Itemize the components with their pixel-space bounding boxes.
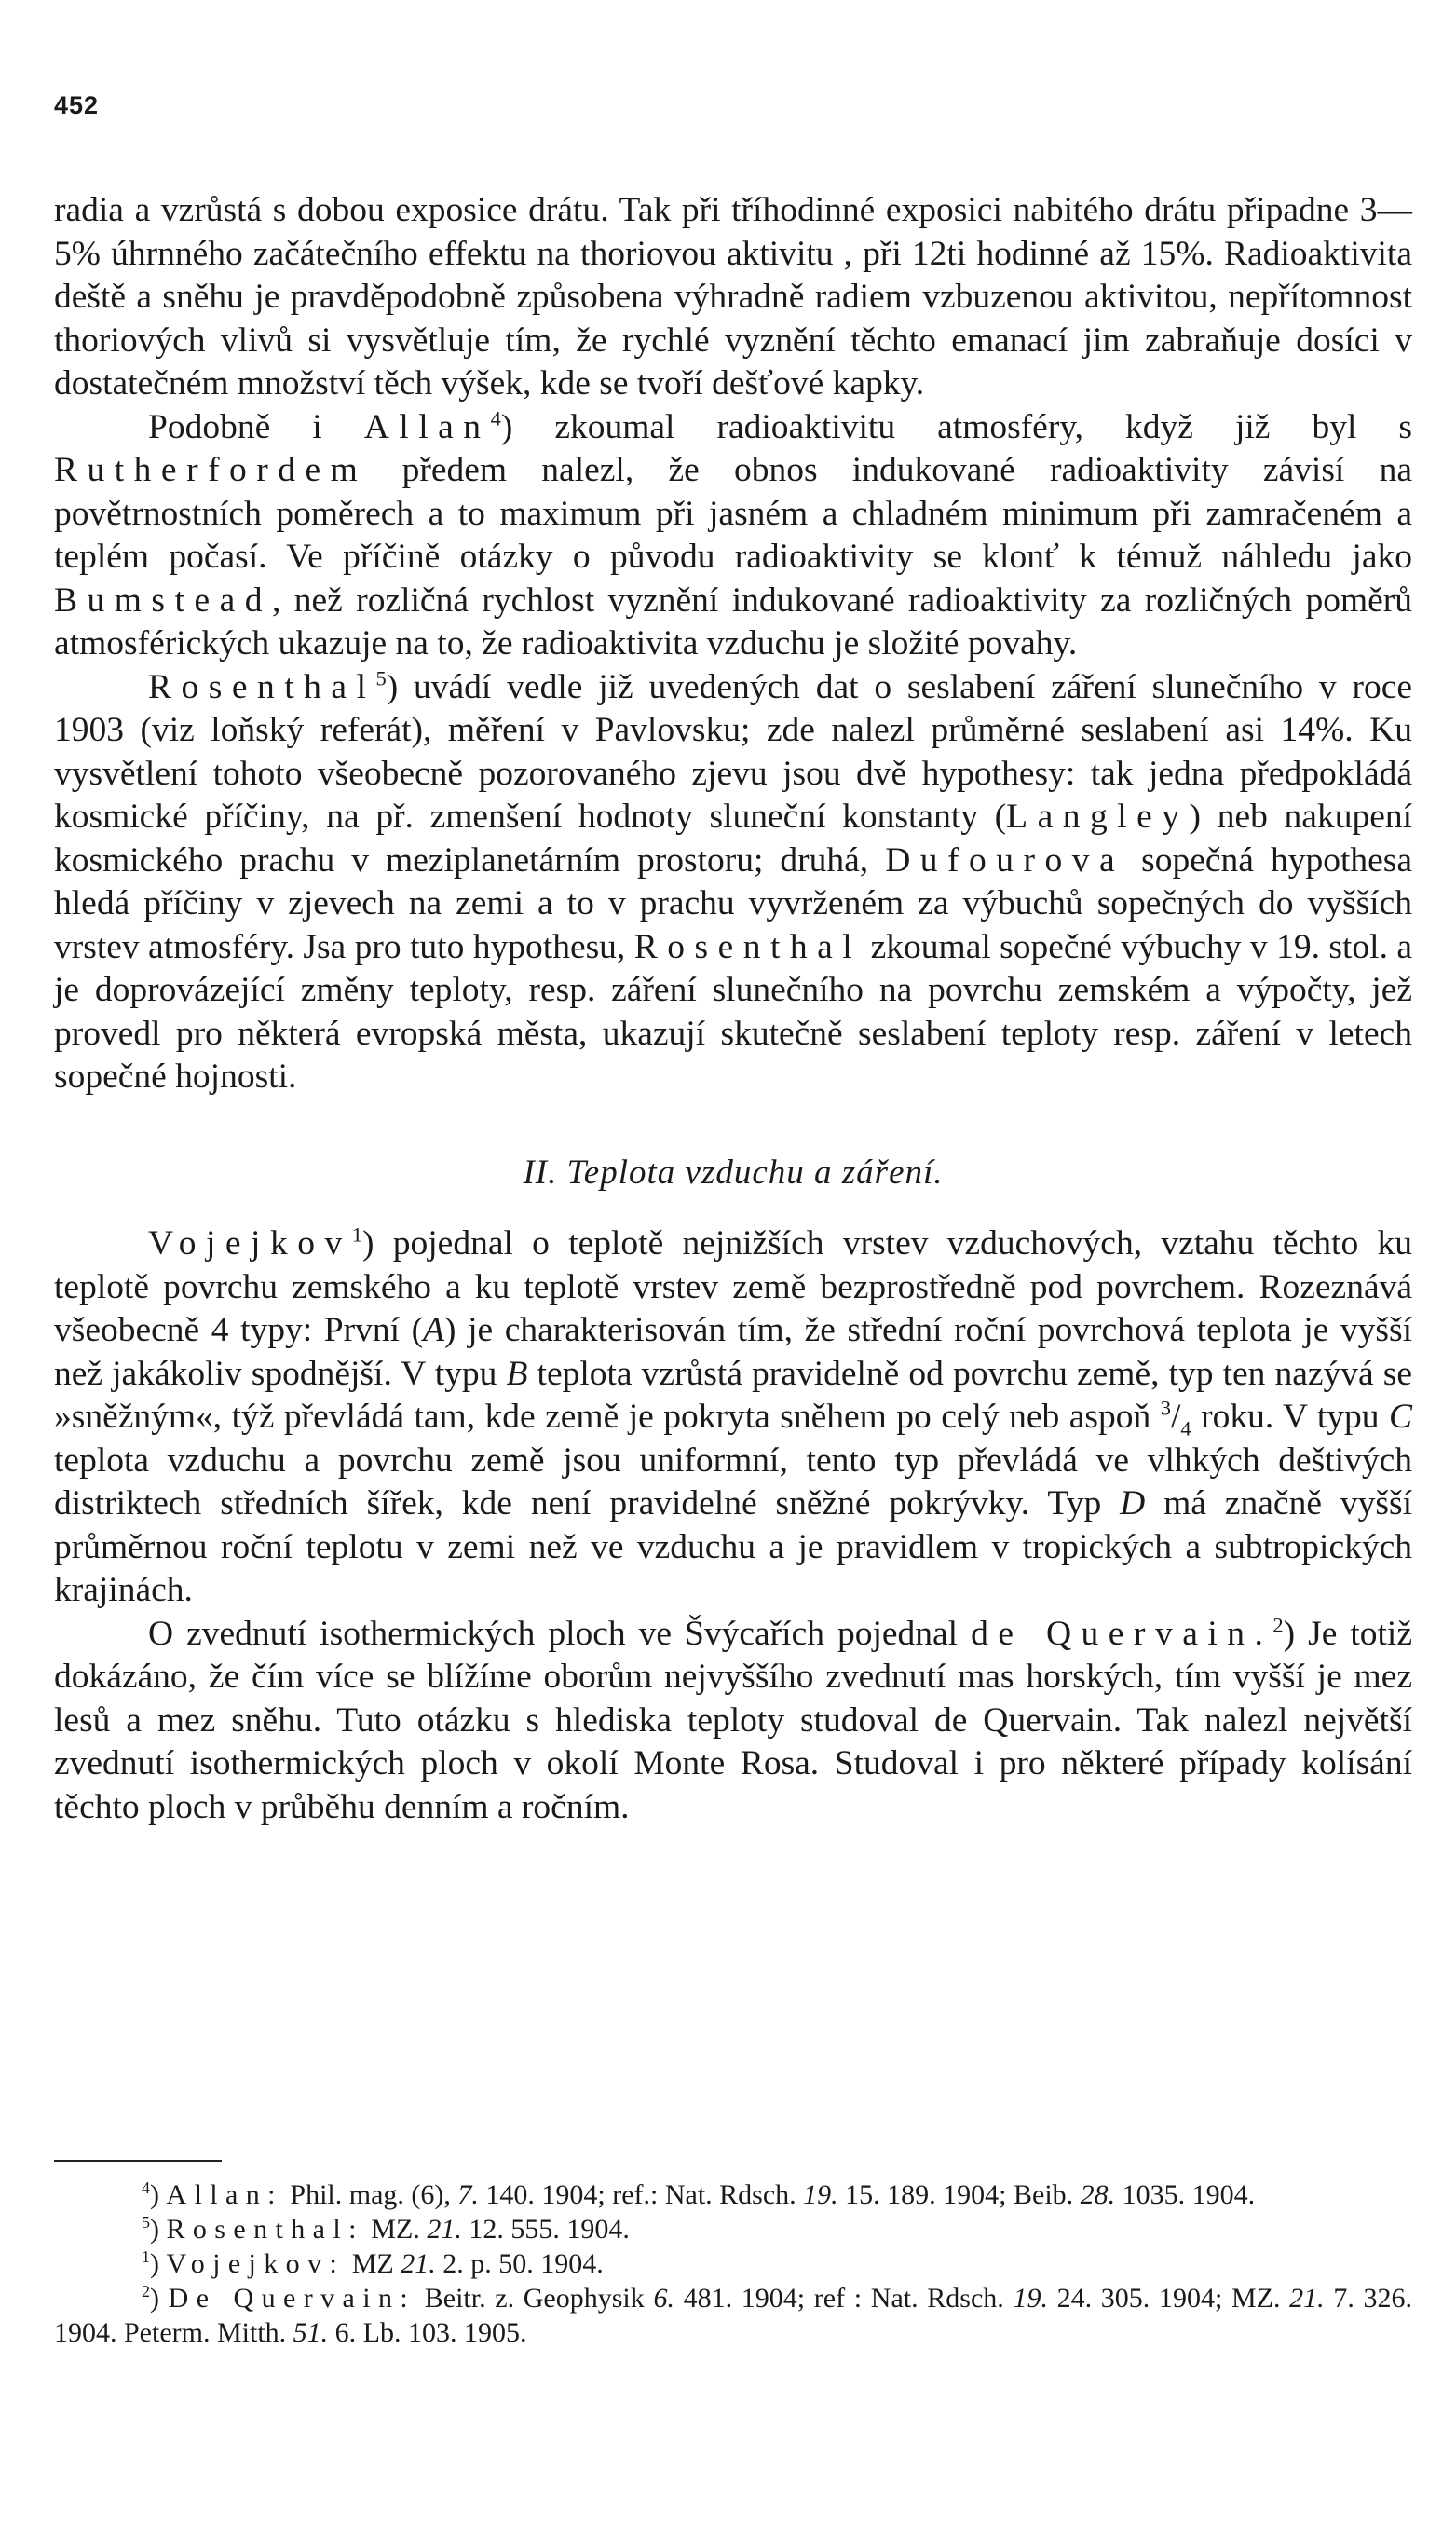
footnotes [54,2178,1412,2350]
footnote: $^4$) Allan: Phil. mag. (6), 7. 140. 1904; ref.: Nat. Rdsch. 19. 15. 189. 1904; Beib. 28. 1035. 1904. [142,2178,1256,2210]
footnote-ref: 1 [351,1222,362,1247]
fraction: $^3/_4$ [1160,1396,1191,1441]
author-name: Rosenthal [148,667,376,706]
paragraph: Rosenthal$^5$) uvádí vedle již uvedených dat o seslabení záření slunečního v roce 1903 (viz loňský referát), měření v Pavlovsku; zde nalezl průměrné seslabení asi 14%. Ku vysvětlení tohoto všeobecně pozorovaného zjevu jsou dvě hypothesy: tak jedna předpokládá kosmické příčiny, na př. zmenšení hodnoty sluneční konstanty (Langley) neb nakupení kosmického prachu v meziplanetárním prostoru; druhá, Dufourova sopečná hypothesa hledá příčiny v zjevech na zemi a to v prachu vyvrženém za výbuchů sopečných do vyšších vrstev atmosféry. Jsa pro tuto hypothesu, Rosenthal zkoumal sopečné výbuchy v 19. stol. a je doprovázející změny teploty, resp. záření slunečního na povrchu zemském a výpočty, jež provedl pro některá evropská města, ukazují skutečně seslabení teploty resp. záření v letech sopečné hojnosti. [54,666,1413,1096]
footnote: $^2$) De Quervain: Beitr. z. Geophysik 6. 481. 1904; ref : Nat. Rdsch. 19. 24. 305. 1904; MZ. 21. 7. 326. 1904. Peterm. Mitth. 51. 6. Lb. 103. 1905. [54,2282,1413,2348]
author-name: Allan [363,407,491,446]
author-name: Dufourova [885,840,1125,880]
paragraph: radia a vzrůstá s dobou exposice drátu. Tak při tříhodinné exposici nabitého drátu připadne 3—5% úhrnného začátečního effektu na thoriovou aktivitu , při 12ti hodinné až 15%. Radioaktivita deště a sněhu je pravděpodobně způsobena výhradně radiem vzbuzenou aktivitou, nepřítomnost thoriových vlivů si vysvětluje tím, že rychlé vyznění těchto emanací jim zabraňuje dosíci v dostatečném množství těch výšek, kde se tvoří dešťové kapky. [54,191,1412,403]
section-heading: II. Teplota vzduchu a záření. [523,1153,944,1192]
footnote: $^5$) Rosenthal: MZ. 21. 12. 555. 1904. [142,2213,630,2245]
paragraph: O zvednutí isothermických ploch ve Švýcařích pojednal de Quervain.$^2$) Je totiž dokázáno, že čím více se blížíme oborům nejvyššího zvednutí mas horských, tím vyšší je mez lesů a mez sněhu. Tuto otázku s hlediska teploty studoval de Quervain. Tak nalezl největší zvednutí isothermických ploch v okolí Monte Rosa. Studoval i pro některé případy kolísání těchto ploch v průběhu denním a ročním. [54,1613,1412,1826]
footnote-ref: 5 [375,666,387,690]
author-name: de Quervain. [971,1614,1273,1653]
paragraph: Podobně i Allan$^4$) zkoumal radioaktivitu atmosféry, když již byl s Rutherfordem předem nalezl, že obnos indukované radioaktivity závisí na povětrnostních poměrech a to maximum při jasném a chladném minimum při zamračeném a teplém počasí. Ve příčině otázky o původu radioaktivity se klonť k témuž náhledu jako Bumstead, než rozličná rychlost vyznění indukované radioaktivity za rozličných poměrů atmosférických ukazuje na to, že radioaktivita vzduchu je složité povahy. [54,406,1413,662]
footnote-ref: 4 [490,406,501,430]
footnote-divider [54,2160,222,2162]
footnote: $^1$) Vojejkov: MZ 21. 2. p. 50. 1904. [142,2247,604,2279]
page-number: 452 [54,91,100,119]
author-name: Vojejkov [148,1224,352,1263]
footnote-ref: 2 [1272,1613,1284,1636]
author-name: Rutherfordem [54,451,368,489]
author-name: Langley [1006,798,1190,836]
paragraph: Vojejkov$^1$) pojednal o teplotě nejnižších vrstev vzduchových, vztahu těchto ku teplotě povrchu zemského a ku teplotě vrstev země bezprostředně pod povrchem. Rozeznává všeobecně 4 typy: První (A) je charakterisován tím, že střední roční povrchová teplota je vyšší než jakákoliv spodnější. V typu B teplota vzrůstá pravidelně od povrchu země, typ ten nazývá se »sněžným«, týž převládá tam, kde země je pokryta sněhem po celý neb aspoň $^3/_4$ roku. V typu C teplota vzduchu a povrchu země jsou uniformní, tento typ převládá ve vlhkých deštivých distriktech středních šířek, kde není pravidelné sněžné pokrývky. Typ D má značně vyšší průměrnou roční teplotu v zemi než ve vzduchu a je pravidlem v tropických a subtropických krajinách. [54,1222,1412,1609]
author-name: Rosenthal [633,927,863,966]
body-text [54,189,1412,1829]
author-name: Bumstead [54,580,272,620]
